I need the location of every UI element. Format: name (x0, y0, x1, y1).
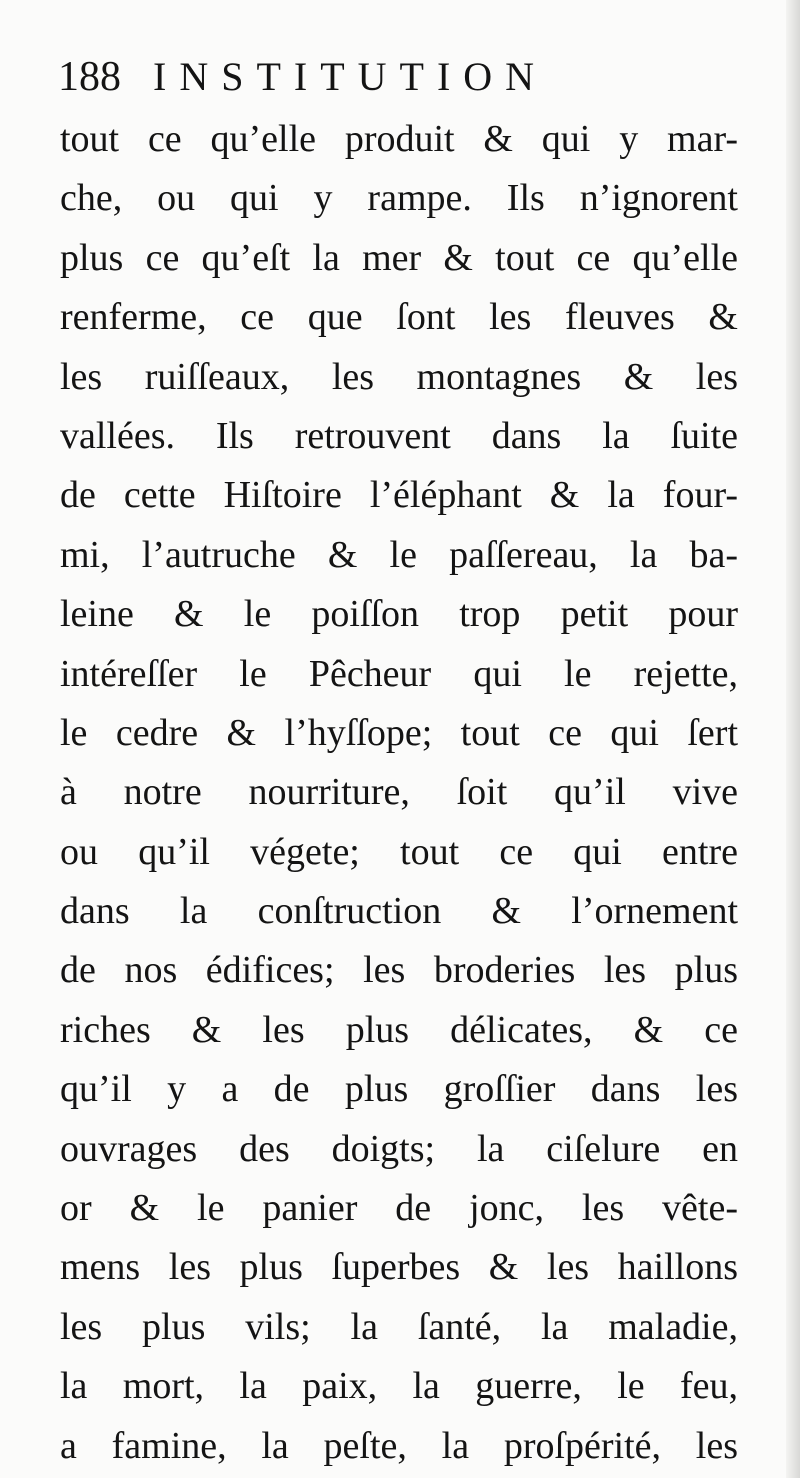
text-line: che, ou qui y rampe. Ils n’ignorent (60, 177, 738, 220)
text-line: la mort, la paix, la guerre, le feu, (60, 1365, 738, 1408)
text-line: plus ce qu’eſt la mer & tout ce qu’elle (60, 236, 738, 279)
text-line: intéreſſer le Pêcheur qui le rejette, (60, 652, 738, 695)
text-line: renferme, ce que ſont les fleuves & (60, 296, 738, 339)
text-line: vallées. Ils retrouvent dans la ſuite (60, 414, 738, 457)
text-line: de nos édifices; les broderies les plus (60, 949, 738, 992)
text-line: a famine, la peſte, la proſpérité, les (60, 1424, 738, 1467)
text-line: mens les plus ſuperbes & les haillons (60, 1246, 738, 1289)
running-title: INSTITUTION (153, 54, 548, 99)
text-line: le cedre & l’hyſſope; tout ce qui ſert (60, 711, 738, 754)
text-line: leine & le poiſſon trop petit pour (60, 593, 738, 636)
text-line: dans la conſtruction & l’ornement (60, 890, 738, 933)
text-line: de cette Hiſtoire l’éléphant & la four- (60, 474, 738, 517)
text-line: or & le panier de jonc, les vête- (60, 1187, 738, 1230)
page-number: 188 (58, 54, 121, 100)
text-line: qu’il y a de plus groſſier dans les (60, 1068, 738, 1111)
text-line: les plus vils; la ſanté, la maladie, (60, 1305, 738, 1348)
running-header (58, 44, 758, 108)
body-text (60, 110, 738, 1476)
text-line: ouvrages des doigts; la ciſelure en (60, 1127, 738, 1170)
page-edge-shadow (786, 0, 800, 1478)
text-line: ou qu’il végete; tout ce qui entre (60, 830, 738, 873)
text-line: mi, l’autruche & le paſſereau, la ba- (60, 533, 738, 576)
text-line: les ruiſſeaux, les montagnes & les (60, 355, 738, 398)
text-line: à notre nourriture, ſoit qu’il vive (60, 771, 738, 814)
text-line: riches & les plus délicates, & ce (60, 1008, 738, 1051)
text-line: tout ce qu’elle produit & qui y mar- (60, 118, 738, 160)
